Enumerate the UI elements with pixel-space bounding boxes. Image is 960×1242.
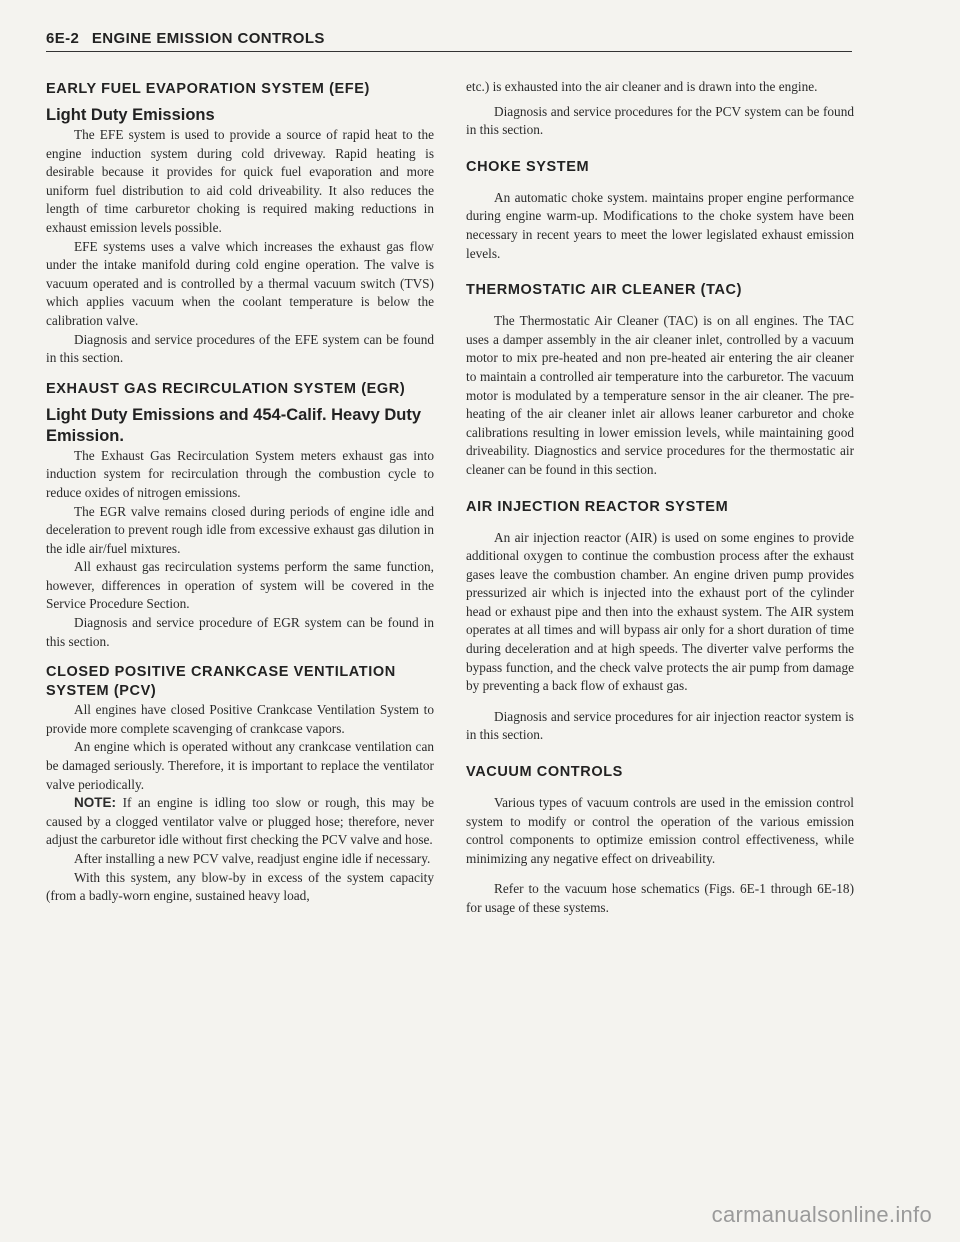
egr-paragraph-1: The Exhaust Gas Recirculation System meters exhaust gas into induction system for recirculation through the combustion cycle to reduce oxides of nitrogen emissions. <box>46 447 434 500</box>
page-header <box>46 30 852 52</box>
tac-heading: THERMOSTATIC AIR CLEANER (TAC) <box>466 282 743 299</box>
choke-heading: CHOKE SYSTEM <box>466 158 590 175</box>
chapter-title: ENGINE EMISSION CONTROLS <box>91 30 325 47</box>
egr-paragraph-3: All exhaust gas recirculation systems perform the same function, however, differences in operation of system will be covered in the Service Procedure Section. <box>46 559 434 612</box>
pcv-continued <box>466 78 854 140</box>
pcv-cont-paragraph-1: etc.) is exhausted into the air cleaner and is drawn into the engine. <box>466 79 818 94</box>
egr-subheading: Light Duty Emissions and 454-Calif. Heavy Duty Emission. <box>46 405 422 445</box>
efe-paragraph-1: The EFE system is used to provide a source of rapid heat to the engine induction system during cold driveway. Rapid heating is desirable because it provides for quick fuel evaporation and more uniform fuel distribution to aid cold driveability. It also reduces the length of time carburetor choking is required making reductions in exhaust emission levels possible. <box>46 127 434 235</box>
note-label: NOTE: <box>74 795 116 811</box>
egr-paragraph-4: Diagnosis and service procedure of EGR system can be found in this section. <box>46 615 434 649</box>
egr-section <box>46 380 434 652</box>
air-heading: AIR INJECTION REACTOR SYSTEM <box>466 498 729 515</box>
pcv-heading: CLOSED POSITIVE CRANKCASE VENTILATION SYSTEM (PCV) <box>46 664 396 700</box>
egr-paragraph-2: The EGR valve remains closed during periods of engine idle and deceleration to prevent rough idle from excessive exhaust gas dilution in the idle air/fuel mixtures. <box>46 503 434 556</box>
page-number: 6E-2 <box>46 30 80 47</box>
pcv-paragraph-2: An engine which is operated without any crankcase ventilation can be damaged seriously. Therefore, it is important to replace the ventilator valve periodically. <box>46 739 434 792</box>
air-section <box>466 498 854 746</box>
left-column <box>46 80 434 906</box>
efe-heading: EARLY FUEL EVAPORATION SYSTEM (EFE) <box>46 81 370 97</box>
efe-subheading: Light Duty Emissions <box>46 106 215 124</box>
vacuum-paragraph-1: Various types of vacuum controls are used in the emission control system to modify or control the operation of the various emission control components to optimize emission control effectiveness, while minimizing any negative effect on driveability. <box>466 795 854 866</box>
site-watermark: carmanualsonline.info <box>711 1202 932 1227</box>
vacuum-section <box>466 763 854 918</box>
choke-section <box>466 158 854 263</box>
pcv-paragraph-4: With this system, any blow-by in excess of the system capacity (from a badly-worn engine, sustained heavy load, <box>46 869 434 904</box>
efe-section <box>46 80 434 368</box>
choke-paragraph-1: An automatic choke system. maintains proper engine performance during engine warm-up. Modifications to the choke system have been necessary in recent years to meet the lower legislated exhaust emission levels. <box>466 189 854 261</box>
tac-paragraph-1: The Thermostatic Air Cleaner (TAC) is on all engines. The TAC uses a damper assembly in the air cleaner inlet, controlled by a vacuum motor to mix pre-heated and non pre-heated air entering the air cleaner to maintain a controlled air temperature into the carburetor. The vacuum motor is modulated by a temperature sensor in the air cleaner. The pre-heating of the air cleaner inlet air allows leaner carburetor and choke calibrations resulting in lower emission levels, while maintaining good driveability. Diagnostics and service procedures for the thermostatic air cleaner can be found in this section. <box>466 313 854 477</box>
note-text: If an engine is idling too slow or rough, this may be caused by a clogged ventilator valve or plugged hose; therefore, never adjust the carburetor idle without first checking the PCV valve and hose. <box>46 795 434 848</box>
vacuum-paragraph-2: Refer to the vacuum hose schematics (Figs. 6E-1 through 6E-18) for usage of these systems. <box>466 881 854 915</box>
efe-paragraph-2: EFE systems uses a valve which increases the exhaust gas flow under the intake manifold during cold engine operation. The valve is vacuum operated and is controlled by a thermal vacuum switch (TVS) which applies vacuum when the coolant temperature is below the calibration valve. <box>46 238 434 328</box>
pcv-cont-paragraph-2: Diagnosis and service procedures for the PCV system can be found in this section. <box>466 103 854 138</box>
vacuum-heading: VACUUM CONTROLS <box>466 764 623 781</box>
efe-paragraph-3: Diagnosis and service procedures of the EFE system can be found in this section. <box>46 331 434 366</box>
pcv-paragraph-3: After installing a new PCV valve, readjust engine idle if necessary. <box>74 851 431 866</box>
egr-heading: EXHAUST GAS RECIRCULATION SYSTEM (EGR) <box>46 380 406 397</box>
pcv-note <box>46 794 434 850</box>
tac-section <box>466 281 854 479</box>
pcv-paragraph-1: All engines have closed Positive Crankcase Ventilation System to provide more complete scavenging of crankcase vapors. <box>46 702 434 736</box>
air-paragraph-2: Diagnosis and service procedures for air injection reactor system is in this section. <box>466 708 854 743</box>
pcv-section <box>46 663 434 906</box>
right-column <box>466 78 854 918</box>
air-paragraph-1: An air injection reactor (AIR) is used on some engines to provide additional oxygen to continue the combustion process after the exhaust gases leave the combustion chamber. An engine driven pump provides pressurized air which is injected into the exhaust port of the cylinder head or exhaust pipe and then into the exhaust system. The AIR system operates at all times and will bypass air only for a short duration of time during deceleration and at high speeds. The diverter valve performs the bypass function, and the check valve protects the air pump from damage by preventing a back flow of exhaust gas. <box>466 529 854 694</box>
